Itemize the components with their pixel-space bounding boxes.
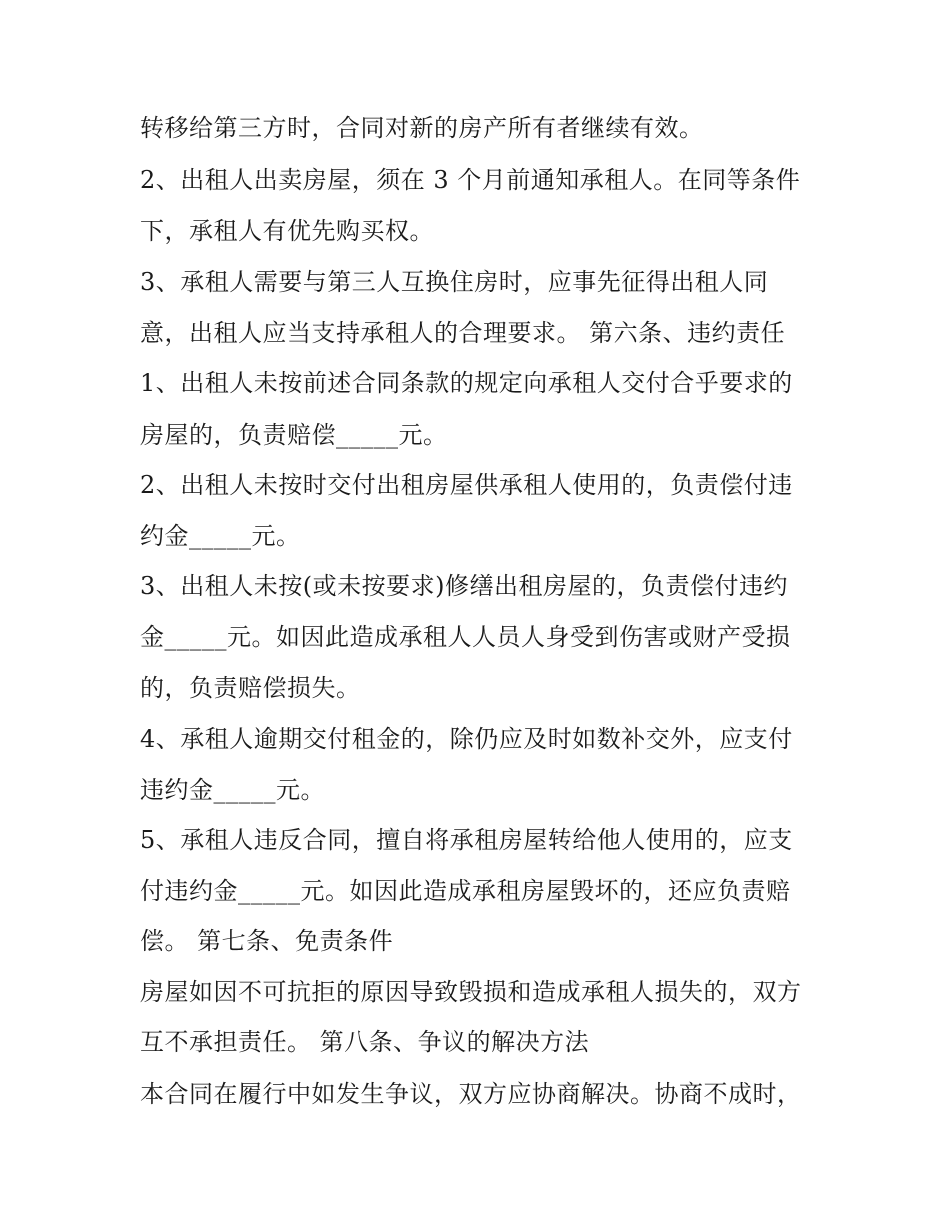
text-line: 约金_____元。: [140, 522, 301, 550]
text-line: 互不承担责任。 第八条、争议的解决方法: [140, 1028, 590, 1056]
text-line: 本合同在履行中如发生争议，双方应协商解决。协商不成时，: [140, 1080, 802, 1108]
text-line: 4、承租人逾期交付租金的，除仍应及时如数补交外，应支付: [140, 725, 793, 753]
text-line: 1、出租人未按前述合同条款的规定向承租人交付合乎要求的: [140, 369, 793, 397]
text-line: 3、出租人未按(或未按要求)修缮出租房屋的，负责偿付违约: [140, 572, 788, 600]
text-line: 的，负责赔偿损失。: [140, 674, 361, 702]
text-line: 付违约金_____元。如因此造成承租房屋毁坏的，还应负责赔: [140, 877, 791, 905]
text-line: 金_____元。如因此造成承租人人员人身受到伤害或财产受损: [140, 623, 791, 651]
text-line: 房屋如因不可抗拒的原因导致毁损和造成承租人损失的，双方: [140, 978, 802, 1006]
text-line: 偿。 第七条、免责条件: [140, 927, 394, 955]
text-line: 2、出租人未按时交付出租房屋供承租人使用的，负责偿付违: [140, 471, 793, 499]
text-line: 5、承租人违反合同，擅自将承租房屋转给他人使用的，应支: [140, 826, 793, 854]
text-line: 转移给第三方时，合同对新的房产所有者继续有效。: [140, 114, 704, 142]
text-line: 房屋的，负责赔偿_____元。: [140, 421, 448, 449]
text-line: 2、出租人出卖房屋，须在 3 个月前通知承租人。在同等条件: [140, 166, 801, 194]
text-line: 意，出租人应当支持承租人的合理要求。 第六条、违约责任: [140, 319, 786, 347]
text-line: 违约金_____元。: [140, 776, 325, 804]
text-line: 下，承租人有优先购买权。: [140, 217, 434, 245]
text-line: 3、承租人需要与第三人互换住房时，应事先征得出租人同: [140, 268, 769, 296]
